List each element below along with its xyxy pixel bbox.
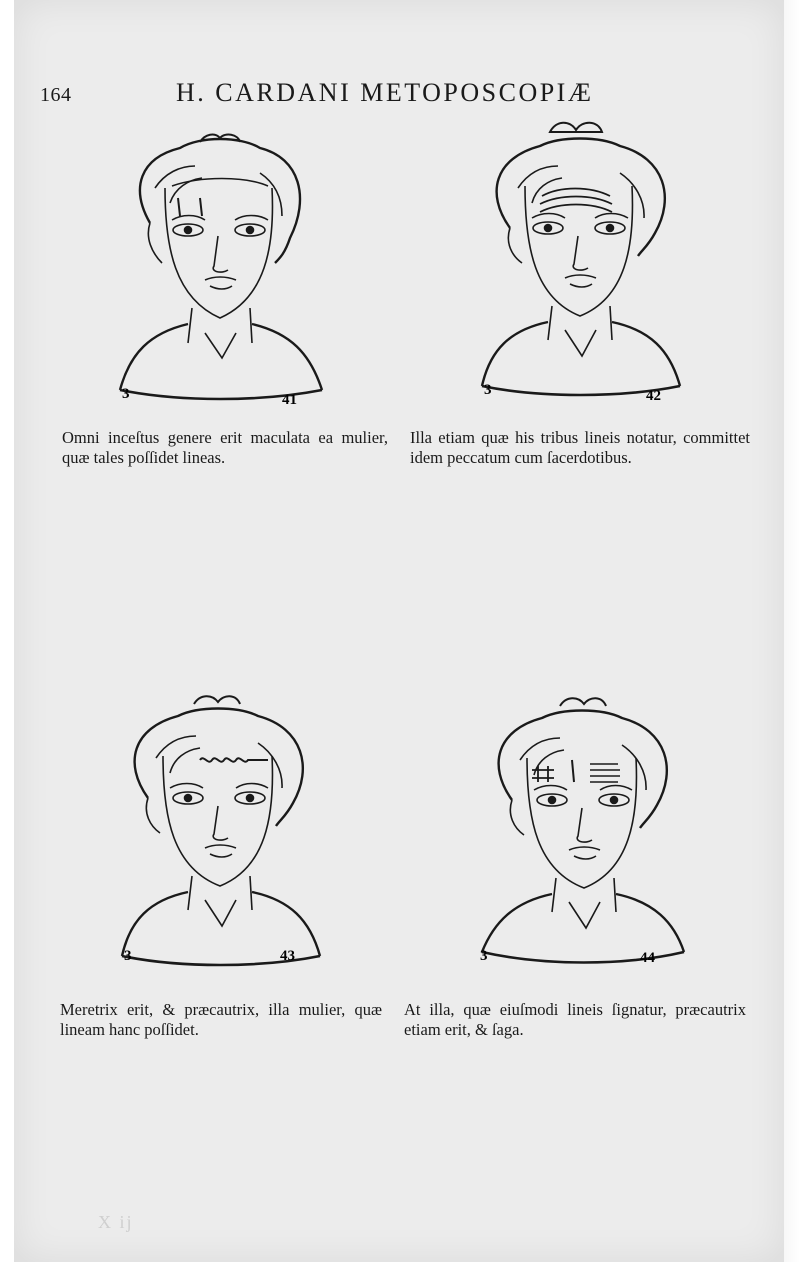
woman-portrait-icon <box>110 128 330 410</box>
figure-number: 43 <box>280 948 295 964</box>
caption-44: At illa, quæ eiuſmodi lineis ſignatur, præcautrix etiam erit, & ſaga. <box>404 1000 746 1039</box>
figure-side-mark: 3 <box>124 948 132 964</box>
caption-41: Omni inceſtus genere erit maculata ea mulier, quæ tales poſſidet lineas. <box>62 428 388 467</box>
figure-number: 41 <box>282 392 297 408</box>
woodcut-figure-41 <box>110 128 330 410</box>
figure-side-mark: 3 <box>122 386 130 402</box>
woodcut-figure-44 <box>472 690 696 975</box>
figure-number: 42 <box>646 388 661 403</box>
signature-mark: X ij <box>98 1212 134 1232</box>
woodcut-figure-43 <box>108 688 332 973</box>
woman-portrait-icon <box>470 118 690 403</box>
running-title: H. CARDANI METOPOSCOPIÆ <box>176 78 594 107</box>
caption-43: Meretrix erit, & præcautrix, illa mulier, quæ lineam hanc poſſidet. <box>60 1000 382 1039</box>
woman-portrait-icon <box>472 690 696 975</box>
woman-portrait-icon <box>108 688 332 973</box>
figure-side-mark: 3 <box>484 382 492 398</box>
figure-side-mark: 3 <box>480 948 488 964</box>
caption-42: Illa etiam quæ his tribus lineis notatur, committet idem peccatum cum ſacerdotibus. <box>410 428 750 467</box>
page-edge <box>784 0 800 1262</box>
woodcut-figure-42 <box>470 118 690 403</box>
figure-number: 44 <box>640 950 655 966</box>
page-number: 164 <box>40 84 72 106</box>
page-header <box>0 76 800 110</box>
